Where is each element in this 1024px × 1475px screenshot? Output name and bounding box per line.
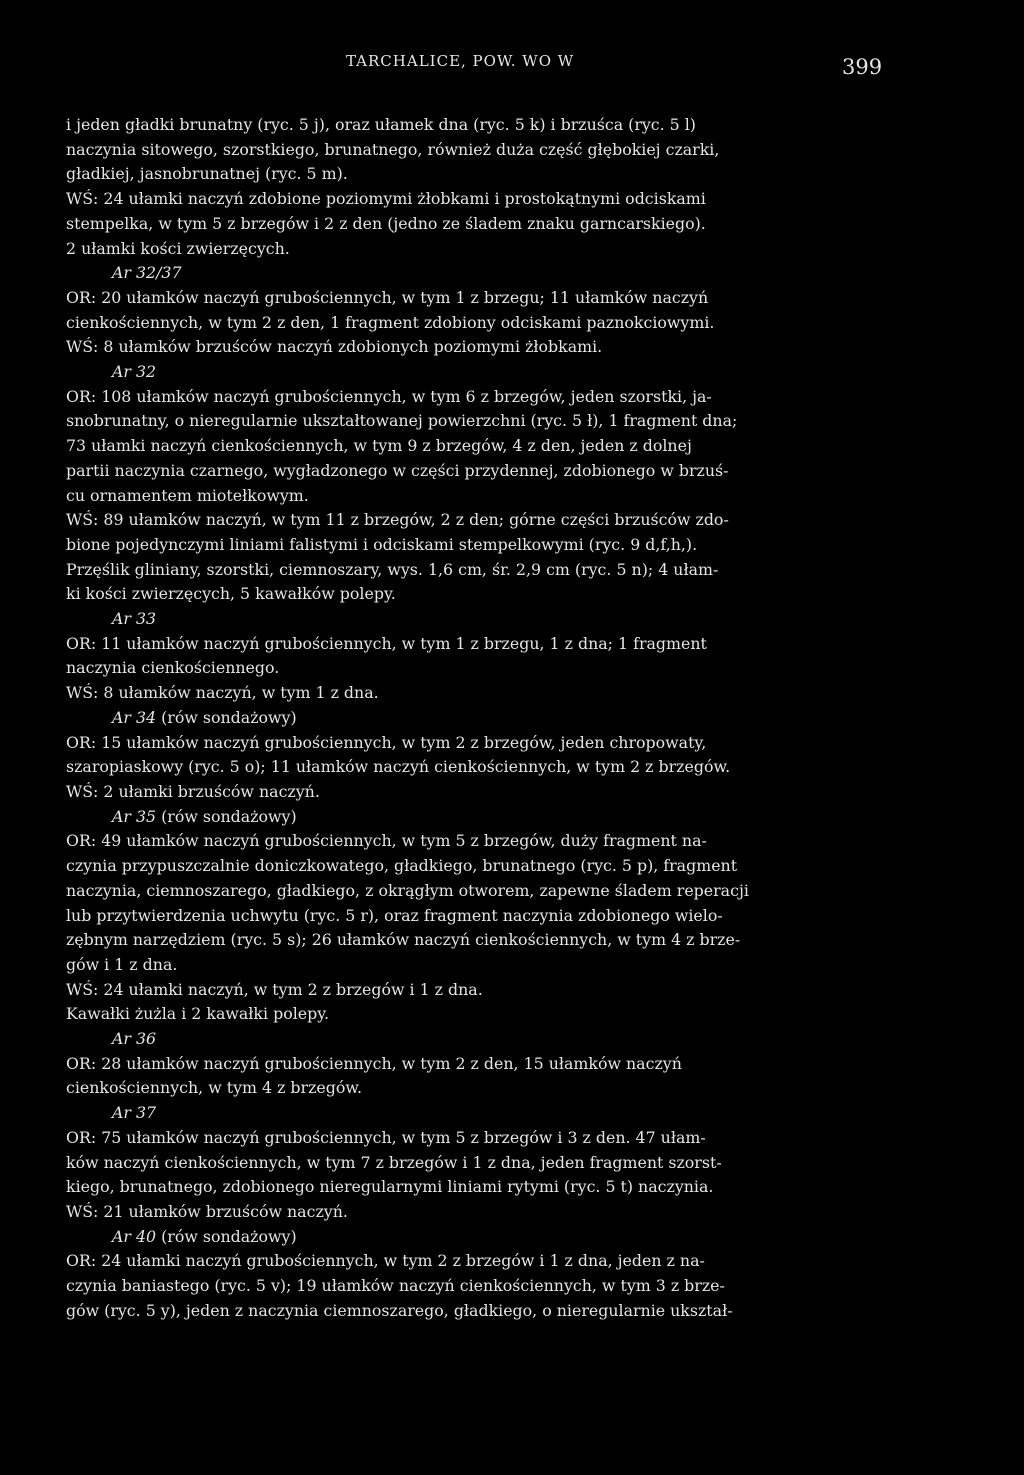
section-heading bbox=[66, 805, 878, 830]
section-note: (rów sondażowy) bbox=[156, 806, 297, 826]
section-heading bbox=[66, 607, 878, 632]
text-line: WŚ: 8 ułamków brzuśców naczyń zdobionych poziomymi żłobkami. bbox=[66, 337, 603, 357]
text-line: cienkościennych, w tym 4 z brzegów. bbox=[66, 1078, 363, 1098]
text-line: szaropiaskowy (ryc. 5 o); 11 ułamków naczyń cienkościennych, w tym 2 z brzegów. bbox=[66, 757, 731, 777]
section-label: Ar 35 bbox=[112, 806, 157, 826]
section-note: (rów sondażowy) bbox=[156, 707, 297, 727]
text-line: ki kości zwierzęcych, 5 kawałków polepy. bbox=[66, 584, 396, 604]
text-line: OR: 75 ułamków naczyń grubościennych, w tym 5 z brzegów i 3 z den. 47 ułam- bbox=[66, 1127, 706, 1147]
text-line: OR: 20 ułamków naczyń grubościennych, w tym 1 z brzegu; 11 ułamków naczyń bbox=[66, 287, 709, 307]
text-line: czynia przypuszczalnie doniczkowatego, gładkiego, brunatnego (ryc. 5 p), fragment bbox=[66, 856, 738, 876]
section-heading bbox=[66, 1027, 878, 1052]
text-line: OR: 28 ułamków naczyń grubościennych, w tym 2 z den, 15 ułamków naczyń bbox=[66, 1053, 682, 1073]
section-label: Ar 32 bbox=[112, 362, 157, 382]
text-line: lub przytwierdzenia uchwytu (ryc. 5 r), oraz fragment naczynia zdobionego wielo- bbox=[66, 905, 723, 925]
section-heading bbox=[66, 360, 878, 385]
section-label: Ar 40 bbox=[112, 1226, 157, 1246]
text-line: i jeden gładki brunatny (ryc. 5 j), oraz ułamek dna (ryc. 5 k) i brzuśca (ryc. 5 l) bbox=[66, 115, 696, 134]
text-line: naczynia, ciemnoszarego, gładkiego, z okrągłym otworem, zapewne śladem reperacji bbox=[66, 880, 749, 900]
page-number: 399 bbox=[842, 55, 883, 79]
text-line: 73 ułamki naczyń cienkościennych, w tym 9 z brzegów, 4 z den, jeden z dolnej bbox=[66, 436, 692, 456]
text-line: cienkościennych, w tym 2 z den, 1 fragment zdobiony odciskami paznokciowymi. bbox=[66, 312, 715, 332]
text-line: 2 ułamki kości zwierzęcych. bbox=[66, 238, 290, 258]
text-line: OR: 49 ułamków naczyń grubościennych, w tym 5 z brzegów, duży fragment na- bbox=[66, 831, 707, 851]
text-line: snobrunatny, o nieregularnie ukształtowanej powierzchni (ryc. 5 ł), 1 fragment dna; bbox=[66, 411, 738, 431]
section-heading bbox=[66, 261, 878, 286]
text-line: WŚ: 89 ułamków naczyń, w tym 11 z brzegów, 2 z den; górne części brzuśców zdo- bbox=[66, 510, 729, 530]
text-line: gów i 1 z dna. bbox=[66, 954, 178, 974]
text-line: WŚ: 8 ułamków naczyń, w tym 1 z dna. bbox=[66, 683, 379, 703]
text-line: gów (ryc. 5 y), jeden z naczynia ciemnoszarego, gładkiego, o nieregularnie ukształ- bbox=[66, 1300, 733, 1320]
text-line: naczynia cienkościennego. bbox=[66, 658, 280, 678]
section-label: Ar 37 bbox=[112, 1103, 157, 1123]
text-line: OR: 24 ułamki naczyń grubościennych, w tym 2 z brzegów i 1 z dna, jeden z na- bbox=[66, 1251, 705, 1271]
section-label: Ar 32/37 bbox=[112, 263, 182, 283]
section-label: Ar 36 bbox=[112, 1029, 157, 1049]
section-heading bbox=[66, 1101, 878, 1126]
text-line: WŚ: 24 ułamki naczyń, w tym 2 z brzegów i 1 z dna. bbox=[66, 979, 483, 999]
text-line: zębnym narzędziem (ryc. 5 s); 26 ułamków naczyń cienkościennych, w tym 4 z brze- bbox=[66, 930, 741, 950]
text-line: OR: 108 ułamków naczyń grubościennych, w tym 6 z brzegów, jeden szorstki, ja- bbox=[66, 386, 712, 406]
text-line: bione pojedynczymi liniami falistymi i odciskami stempelkowymi (ryc. 9 d,f,h,). bbox=[66, 534, 698, 554]
text-line: kiego, brunatnego, zdobionego nieregularnymi liniami rytymi (ryc. 5 t) naczynia. bbox=[66, 1177, 714, 1197]
text-line: naczynia sitowego, szorstkiego, brunatnego, również duża część głębokiej czarki, bbox=[66, 139, 720, 159]
text-line: Kawałki żużla i 2 kawałki polepy. bbox=[66, 1004, 330, 1024]
text-line: WŚ: 21 ułamków brzuśców naczyń. bbox=[66, 1201, 348, 1221]
text-line: WŚ: 2 ułamki brzuśców naczyń. bbox=[66, 781, 320, 801]
text-line: OR: 15 ułamków naczyń grubościennych, w tym 2 z brzegów, jeden chropowaty, bbox=[66, 732, 707, 752]
section-label: Ar 33 bbox=[112, 609, 157, 629]
section-label: Ar 34 bbox=[112, 707, 157, 727]
text-line: czynia baniastego (ryc. 5 v); 19 ułamków naczyń cienkościennych, w tym 3 z brze- bbox=[66, 1276, 725, 1296]
page-body bbox=[66, 113, 878, 1323]
text-line: partii naczynia czarnego, wygładzonego w części przydennej, zdobionego w brzuś- bbox=[66, 460, 729, 480]
section-heading bbox=[66, 1225, 878, 1250]
running-header: TARCHALICE, POW. WO W bbox=[346, 52, 575, 70]
text-line: Przęślik gliniany, szorstki, ciemnoszary, wys. 1,6 cm, śr. 2,9 cm (ryc. 5 n); 4 ułam- bbox=[66, 559, 719, 579]
text-line: gładkiej, jasnobrunatnej (ryc. 5 m). bbox=[66, 164, 348, 184]
text-line: ków naczyń cienkościennych, w tym 7 z brzegów i 1 z dna, jeden fragment szorst- bbox=[66, 1152, 722, 1172]
text-line: OR: 11 ułamków naczyń grubościennych, w tym 1 z brzegu, 1 z dna; 1 fragment bbox=[66, 633, 707, 653]
text-line: cu ornamentem miotełkowym. bbox=[66, 485, 309, 505]
section-note: (rów sondażowy) bbox=[156, 1226, 297, 1246]
text-line: stempelka, w tym 5 z brzegów i 2 z den (jedno ze śladem znaku garncarskiego). bbox=[66, 213, 706, 233]
text-line: WŚ: 24 ułamki naczyń zdobione poziomymi żłobkami i prostokątnymi odciskami bbox=[66, 189, 706, 209]
section-heading bbox=[66, 706, 878, 731]
